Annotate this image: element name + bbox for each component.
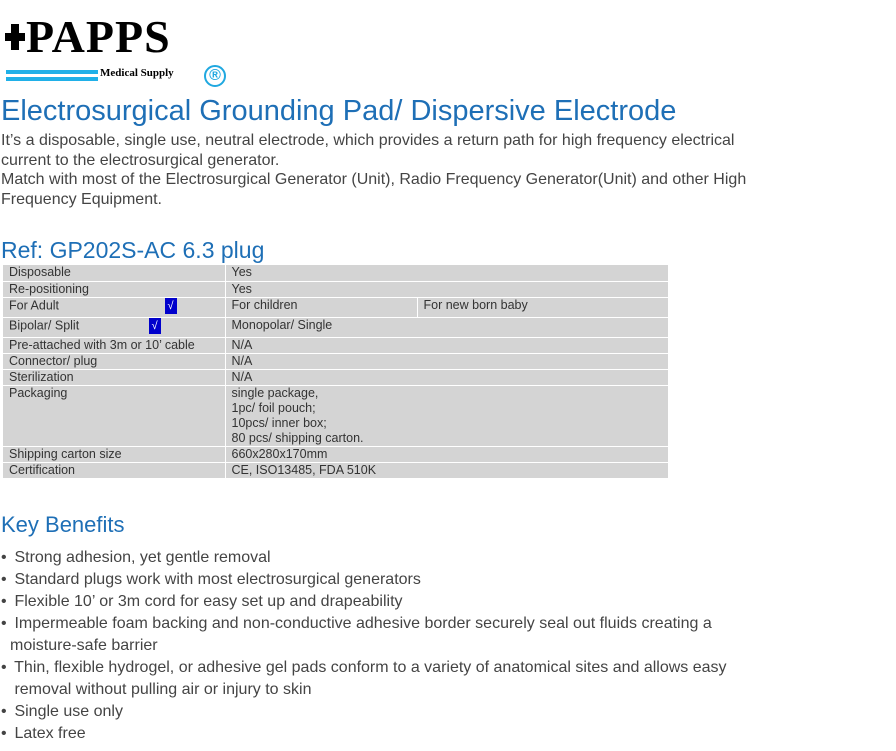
- bipolar-label: Bipolar/ Split: [9, 317, 80, 332]
- benefit-text-continued: removal without pulling air or injury to skin: [10, 681, 312, 698]
- bullet-icon: •: [1, 549, 7, 566]
- description-paragraph: It’s a disposable, single use, neutral electrode, which provides a return path for high frequency electrical current to the electrosurgical generator.: [1, 132, 735, 169]
- bullet-icon: •: [1, 615, 7, 632]
- benefits-list: [1, 547, 791, 745]
- description-paragraph: Match with most of the Electrosurgical Generator (Unit), Radio Frequency Generator(Unit) and other High Frequency Equipment.: [1, 171, 747, 208]
- table-row: [3, 297, 668, 317]
- spec-table: [3, 265, 668, 479]
- bullet-icon: •: [1, 593, 7, 610]
- bullet-icon: •: [1, 659, 7, 676]
- spec-label: [3, 317, 225, 337]
- spec-value: Yes: [225, 265, 668, 281]
- checkmark-icon: √: [165, 298, 177, 314]
- logo-stripe: [6, 77, 98, 81]
- table-row: [3, 337, 668, 353]
- benefit-text: Impermeable foam backing and non-conductive adhesive border securely seal out fluids creating a: [14, 615, 712, 632]
- list-item: [1, 547, 791, 569]
- logo-subtitle: Medical Supply: [100, 67, 174, 79]
- spec-label: Disposable: [3, 265, 225, 281]
- bullet-icon: •: [1, 571, 7, 588]
- spec-value: 660x280x170mm: [225, 446, 668, 462]
- list-item: [1, 657, 791, 701]
- table-row: [3, 265, 668, 281]
- packaging-line: 10pcs/ inner box;: [231, 415, 327, 430]
- table-row: [3, 462, 668, 478]
- for-adult-label: For Adult: [9, 297, 60, 312]
- page-title: Electrosurgical Grounding Pad/ Dispersive Electrode: [1, 95, 677, 127]
- spec-value: N/A: [225, 353, 668, 369]
- benefit-text: Thin, flexible hydrogel, or adhesive gel pads conform to a variety of anatomical sites and allows easy: [14, 659, 727, 676]
- spec-label: Connector/ plug: [3, 353, 225, 369]
- spec-label: Shipping carton size: [3, 446, 225, 462]
- spec-label: Re-positioning: [3, 281, 225, 297]
- packaging-line: 1pc/ foil pouch;: [231, 400, 316, 415]
- list-item: [1, 613, 791, 657]
- medical-cross-icon: [4, 22, 26, 52]
- checkmark-icon: √: [149, 318, 161, 334]
- list-item: [1, 701, 791, 723]
- product-reference: Ref: GP202S-AC 6.3 plug: [1, 237, 265, 263]
- table-row: [3, 446, 668, 462]
- spec-value: CE, ISO13485, FDA 510K: [225, 462, 668, 478]
- list-item: [1, 723, 791, 745]
- table-row: [3, 281, 668, 297]
- spec-value: For children: [225, 297, 417, 317]
- table-row: [3, 353, 668, 369]
- logo-wordmark: PAPPS: [26, 11, 171, 62]
- spec-value: N/A: [225, 337, 668, 353]
- registered-trademark-icon: ®: [204, 65, 226, 87]
- table-row: [3, 317, 668, 337]
- spec-value: Yes: [225, 281, 668, 297]
- packaging-line: 80 pcs/ shipping carton.: [231, 430, 364, 445]
- list-item: [1, 569, 791, 591]
- benefit-text: Latex free: [14, 725, 86, 742]
- spec-label: [3, 297, 225, 317]
- spec-value: Monopolar/ Single: [225, 317, 668, 337]
- bullet-icon: •: [1, 725, 7, 742]
- spec-label: Packaging: [3, 385, 225, 446]
- bullet-icon: •: [1, 703, 7, 720]
- spec-value: For new born baby: [417, 297, 668, 317]
- logo-stripe: [6, 70, 98, 74]
- product-description: [1, 131, 781, 209]
- spec-value: N/A: [225, 369, 668, 385]
- spec-label: Sterilization: [3, 369, 225, 385]
- benefit-text: Single use only: [14, 703, 123, 720]
- packaging-line: single package,: [231, 385, 319, 400]
- spec-label: Certification: [3, 462, 225, 478]
- benefit-text-continued: moisture-safe barrier: [10, 637, 158, 654]
- benefit-text: Flexible 10’ or 3m cord for easy set up and drapeability: [14, 593, 403, 610]
- list-item: [1, 591, 791, 613]
- table-row: [3, 385, 668, 446]
- spec-value: [225, 385, 668, 446]
- benefit-text: Standard plugs work with most electrosurgical generators: [14, 571, 421, 588]
- spec-label: Pre-attached with 3m or 10’ cable: [3, 337, 225, 353]
- table-row: [3, 369, 668, 385]
- company-logo: [4, 8, 236, 90]
- section-title: Key Benefits: [1, 512, 125, 537]
- benefit-text: Strong adhesion, yet gentle removal: [14, 549, 271, 566]
